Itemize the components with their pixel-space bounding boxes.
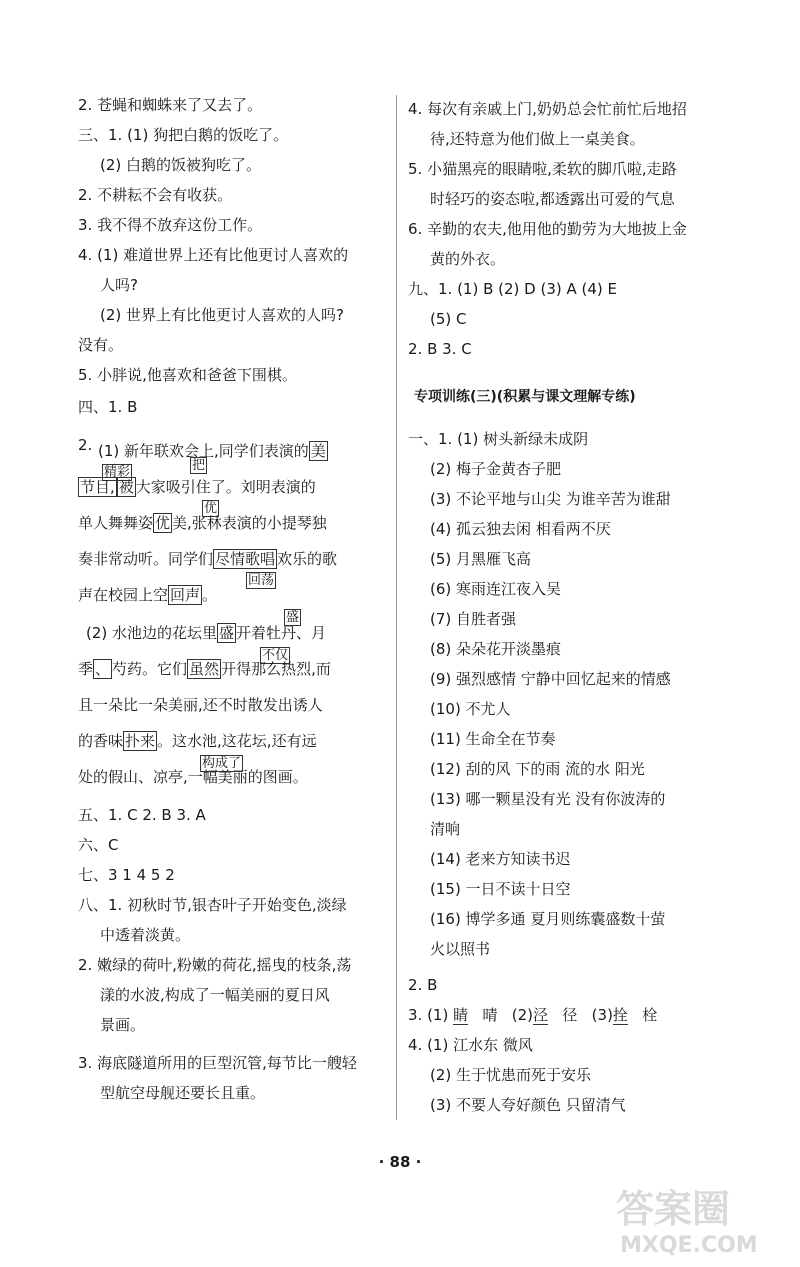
correction-box: 把 [192,458,206,473]
answer-line: 时轻巧的姿态啦,都透露出可爱的气息 [430,190,675,208]
watermark-url: MXQE.COM [620,1233,758,1258]
answer-line: 5. 小猫黑亮的眼睛啦,柔软的脚爪啦,走路 [408,160,677,178]
edit-box: 美 [310,442,326,460]
answer-line: 5. 小胖说,他喜欢和爸爸下围棋。 [78,366,297,384]
answer-line: (7) 自胜者强 [430,610,517,628]
edit-line: 季 、 芍药。它们 虽然 开得那么热烈,而 [78,660,331,678]
answer-line: 九、1. (1) B (2) D (3) A (4) E [408,280,618,298]
correction-box: 优 [204,501,218,516]
answer-line: 八、1. 初秋时节,银杏叶子开始变色,淡绿 [78,896,347,914]
answer-line: 3. 我不得不放弃这份工作。 [78,216,263,234]
answer-line: (5) C [430,310,467,328]
answer-line: (16) 博学多通 夏月则练囊盛数十萤 [430,910,666,928]
watermark-title: 答案圈 [616,1187,731,1231]
column-divider [396,95,397,1120]
answer-line: (10) 不尤人 [430,700,511,718]
answer-line: 中透着淡黄。 [100,926,191,944]
correction-box: 构成了 [202,756,242,771]
watermark-logo [610,1178,790,1258]
answer-line: 三、1. (1) 狗把白鹅的饭吃了。 [78,126,289,144]
edit-line: 且一朵比一朵美丽,还不时散发出诱人 [78,696,323,714]
answer-line: 型航空母舰还要长且重。 [100,1084,266,1102]
answer-line: (14) 老来方知读书迟 [430,850,571,868]
answer-line: (13) 哪一颗星没有光 没有你波涛的 [430,790,666,808]
edit-line: 处的假山、凉亭,一幅美丽的图画。 [78,768,308,786]
answer-line: 六、C [78,836,119,854]
answer-line: 4. 每次有亲戚上门,奶奶总会忙前忙后地招 [408,100,687,118]
answer-line: 没有。 [78,336,124,354]
edit-line: (2) 水池边的花坛里 盛 开着牡丹、月 [86,624,327,642]
correction-box: 盛 [286,610,300,625]
answer-line: 一、1. (1) 树头新绿未成阴 [408,430,589,448]
answer-line: (12) 刮的风 下的雨 流的水 阳光 [430,760,645,778]
answer-line: 待,还特意为他们做上一桌美食。 [430,130,645,148]
answer-line: 2. 不耕耘不会有收获。 [78,186,233,204]
answer-line: 清响 [430,820,461,838]
correction-box: 精彩 [104,465,131,480]
answer-line: 2. 苍蝇和蜘蛛来了又去了。 [78,96,263,114]
answer-line: 2. B [408,976,438,994]
answer-line: (4) 孤云独去闲 相看两不厌 [430,520,611,538]
edit-line: 单人舞舞姿 优 美,张林表演的小提琴独 [78,514,327,532]
answer-line: (8) 朵朵花开淡墨痕 [430,640,562,658]
answer-line: 2. B 3. C [408,340,472,358]
answer-line: 2. [78,436,93,454]
correction-box: 不仅 [262,648,289,663]
answer-line: 3. (1) 睛 晴 (2)泾 径 (3)拴 栓 [408,1006,658,1024]
answer-line: 黄的外衣。 [430,250,506,268]
edit-line: 声在校园上空 回声 。 [78,586,218,604]
answer-line: 2. 嫩绿的荷叶,粉嫩的荷花,摇曳的枝条,荡 [78,956,352,974]
edit-line: 节目, 被 大家吸引住了。刘明表演的 [80,478,316,496]
edit-line: (1) 新年联欢会上,同学们表演的 美 [98,442,326,460]
answer-line: 七、3 1 4 5 2 [78,866,175,884]
answer-line: (9) 强烈感情 宁静中回忆起来的情感 [430,670,671,688]
section-title: 专项训练(三)(积累与课文理解专练) [414,389,636,405]
answer-line: (2) 白鹅的饭被狗吃了。 [100,156,262,174]
answer-line: (15) 一日不读十日空 [430,880,571,898]
answer-line: (6) 寒雨连江夜入吴 [430,580,562,598]
answer-line: 4. (1) 江水东 微风 [408,1036,533,1054]
answer-line: (3) 不要人夸好颜色 只留清气 [430,1096,626,1114]
edit-line: 奏非常动听。同学们 尽情歌唱 欢乐的歌 [78,550,338,568]
answer-line: 火以照书 [430,940,491,958]
answer-line: 3. 海底隧道所用的巨型沉管,每节比一艘轻 [78,1054,357,1072]
answer-line: (5) 月黑雁飞高 [430,550,532,568]
answer-line: 人吗? [100,276,138,294]
correction-box: 回荡 [248,573,275,588]
page-number: · 88 · [378,1153,422,1171]
answer-line: 四、1. B [78,398,138,416]
answer-line: (2) 世界上有比他更讨人喜欢的人吗? [100,306,344,324]
answer-line: 6. 辛勤的农夫,他用他的勤劳为大地披上金 [408,220,687,238]
answer-line: 4. (1) 难道世界上还有比他更讨人喜欢的 [78,246,349,264]
answer-line: (11) 生命全在节奏 [430,730,556,748]
answer-line: 漾的水波,构成了一幅美丽的夏日风 [100,986,330,1004]
edit-line: 的香味 扑来 。这水池,这花坛,还有远 [78,732,317,750]
answer-line: (2) 生于忧患而死于安乐 [430,1066,592,1084]
answer-line: 五、1. C 2. B 3. A [78,806,206,824]
answer-line: (3) 不论平地与山尖 为谁辛苦为谁甜 [430,490,671,508]
answer-line: (2) 梅子金黄杏子肥 [430,460,562,478]
answer-line: 景画。 [100,1016,146,1034]
